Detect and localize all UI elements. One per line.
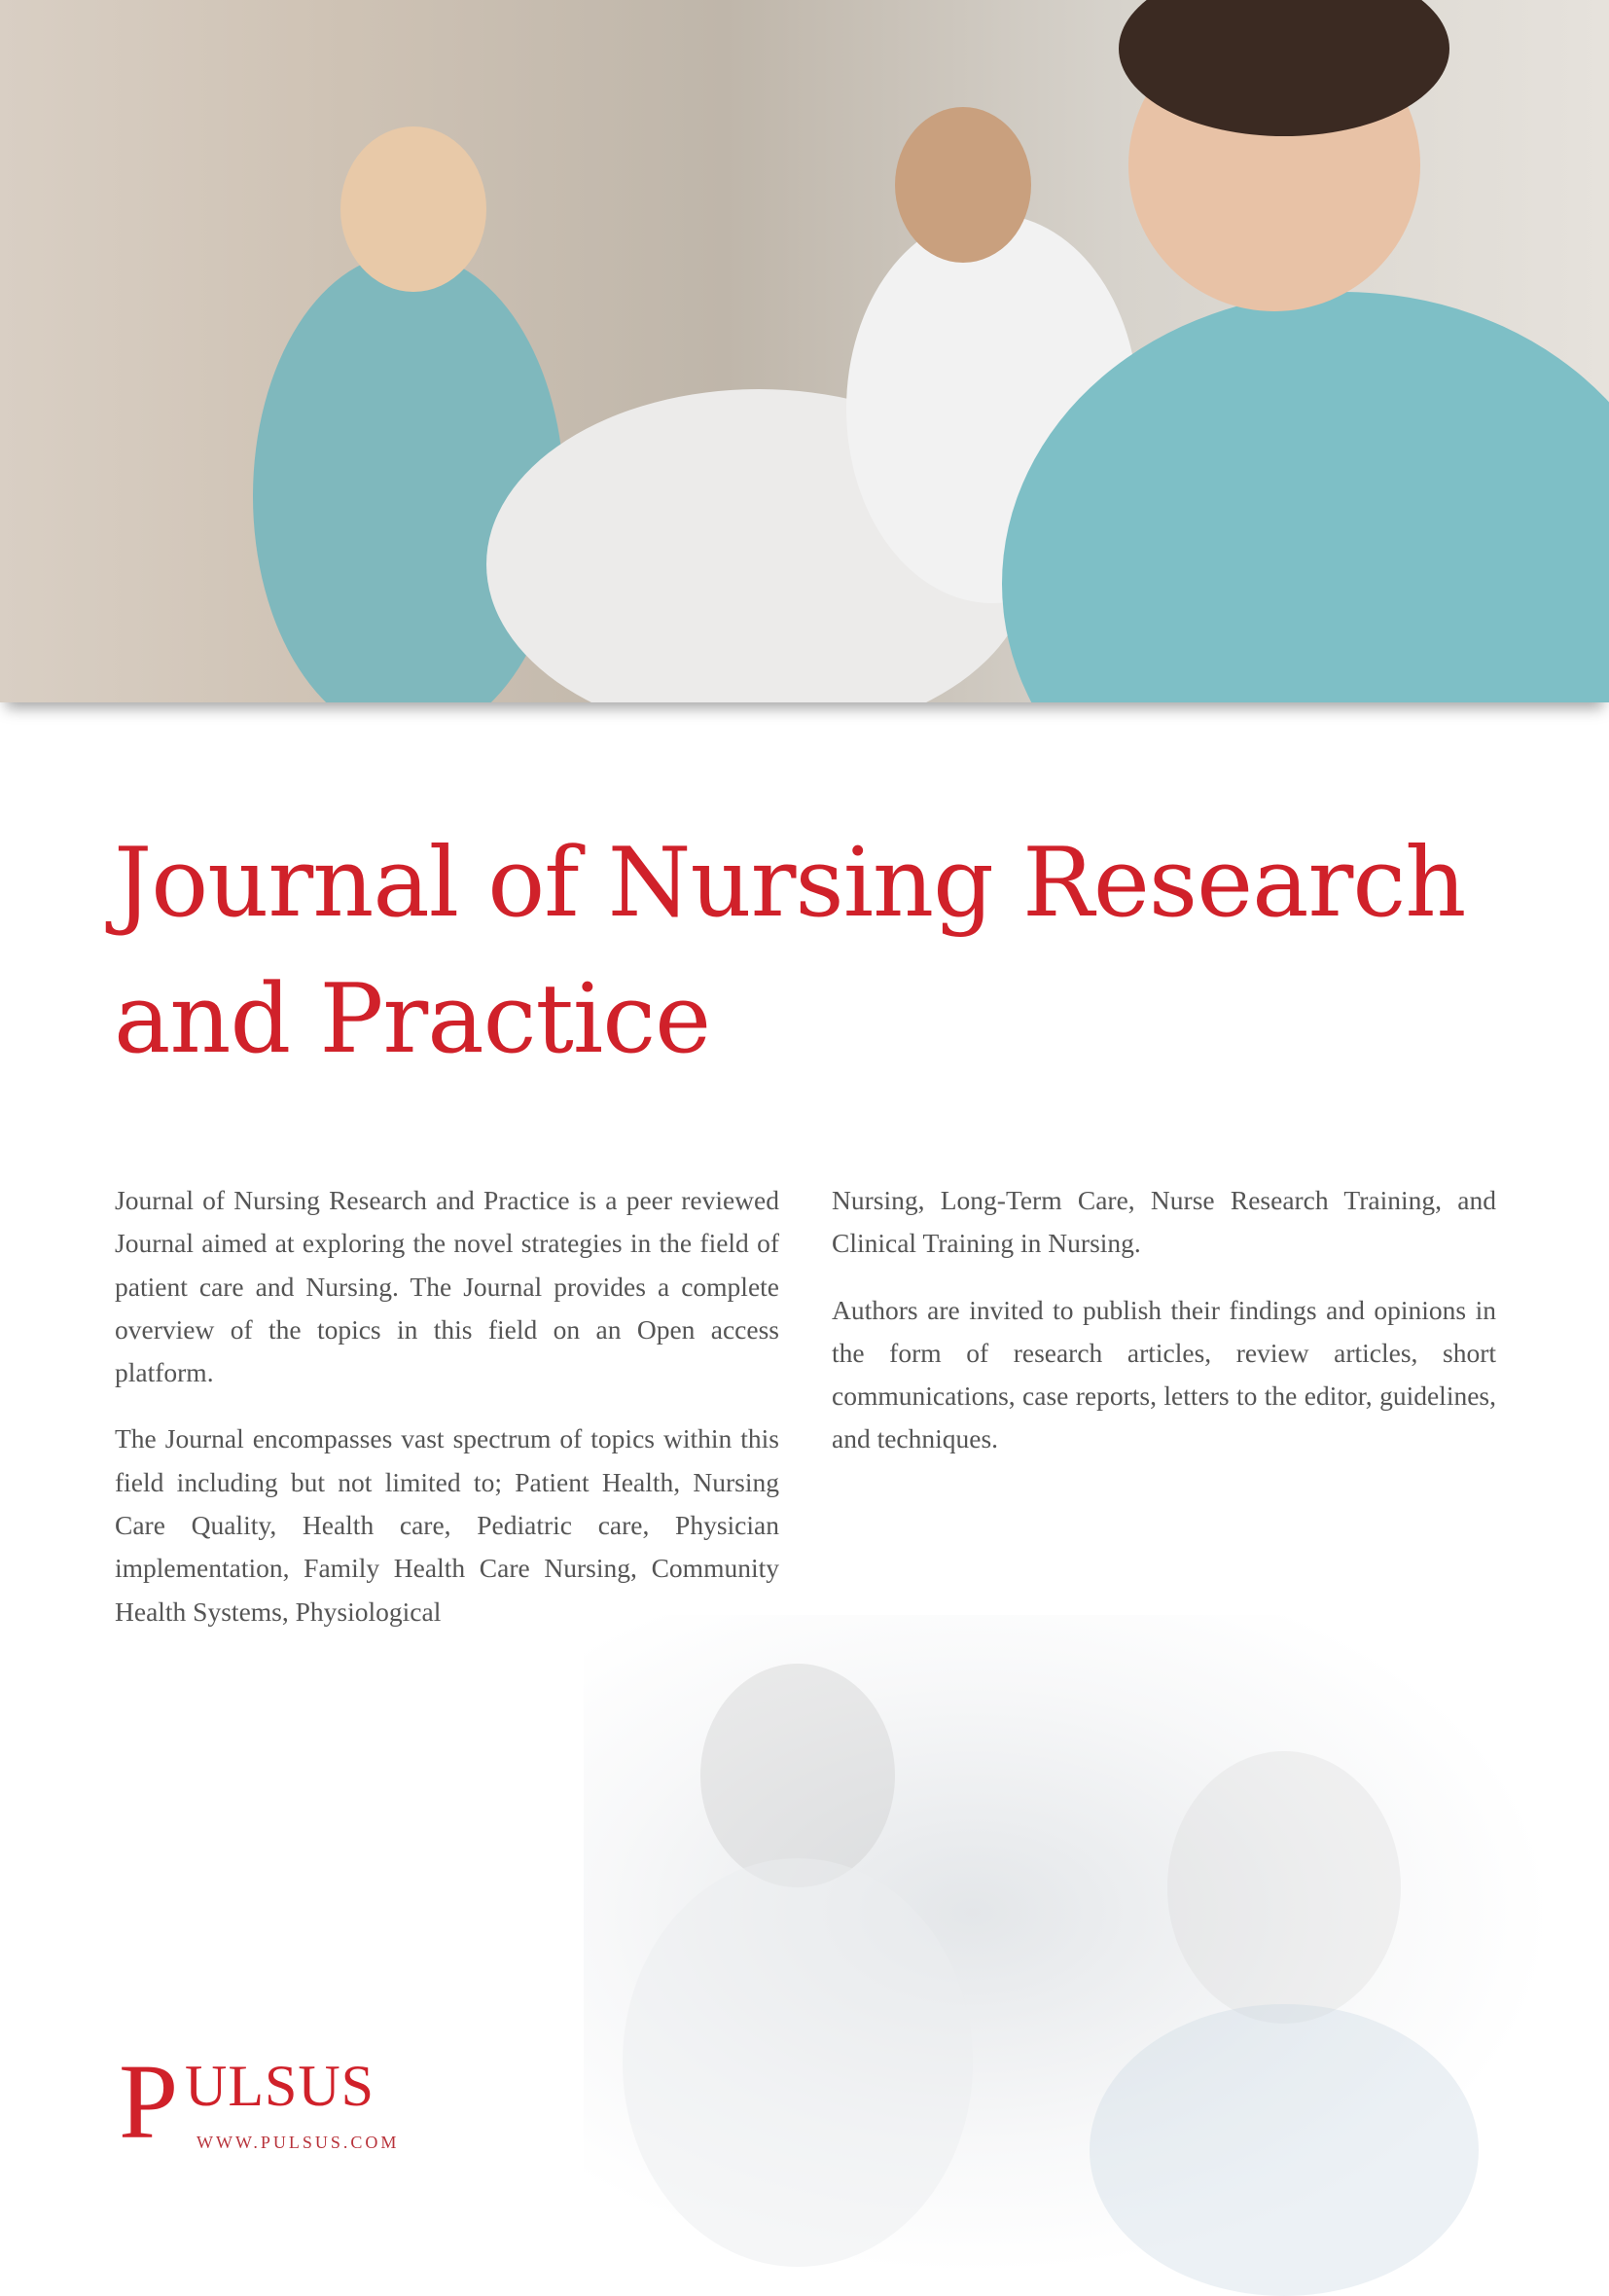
paragraph-authors: Authors are invited to publish their findings and opinions in the form of research articles, review articles, short communications, case reports, letters to the editor, guidelines, and techniques.	[832, 1294, 1496, 1454]
paragraph-topics-continued: Nursing, Long-Term Care, Nurse Research Training, and Clinical Training in Nursing.	[832, 1185, 1496, 1259]
logo-url: WWW.PULSUS.COM	[197, 2133, 400, 2152]
logo-wordmark: ULSUS	[185, 2054, 375, 2118]
column-right	[832, 1179, 1496, 1485]
hero-photo-nurses-hospital	[0, 0, 1609, 702]
paragraph-intro: Journal of Nursing Research and Practice is a peer reviewed Journal aimed at exploring the novel strategies in the field of patient care and Nursing. The Journal provides a complete overview of the topics in this field on an Open access platform.	[115, 1185, 779, 1388]
faded-background-photo	[584, 1615, 1556, 2277]
column-left	[115, 1179, 779, 1657]
page-title: Journal of Nursing Research and Practice	[114, 828, 1466, 1075]
logo-letter-p: P	[119, 2042, 179, 2161]
paragraph-topics: The Journal encompasses vast spectrum of topics within this field including but not limited to; Patient Health, Nursing Care Quality, Health care, Pediatric care, Physician implementation, Family Health Care Nursing, Community Health Systems, Physiological	[115, 1423, 779, 1627]
